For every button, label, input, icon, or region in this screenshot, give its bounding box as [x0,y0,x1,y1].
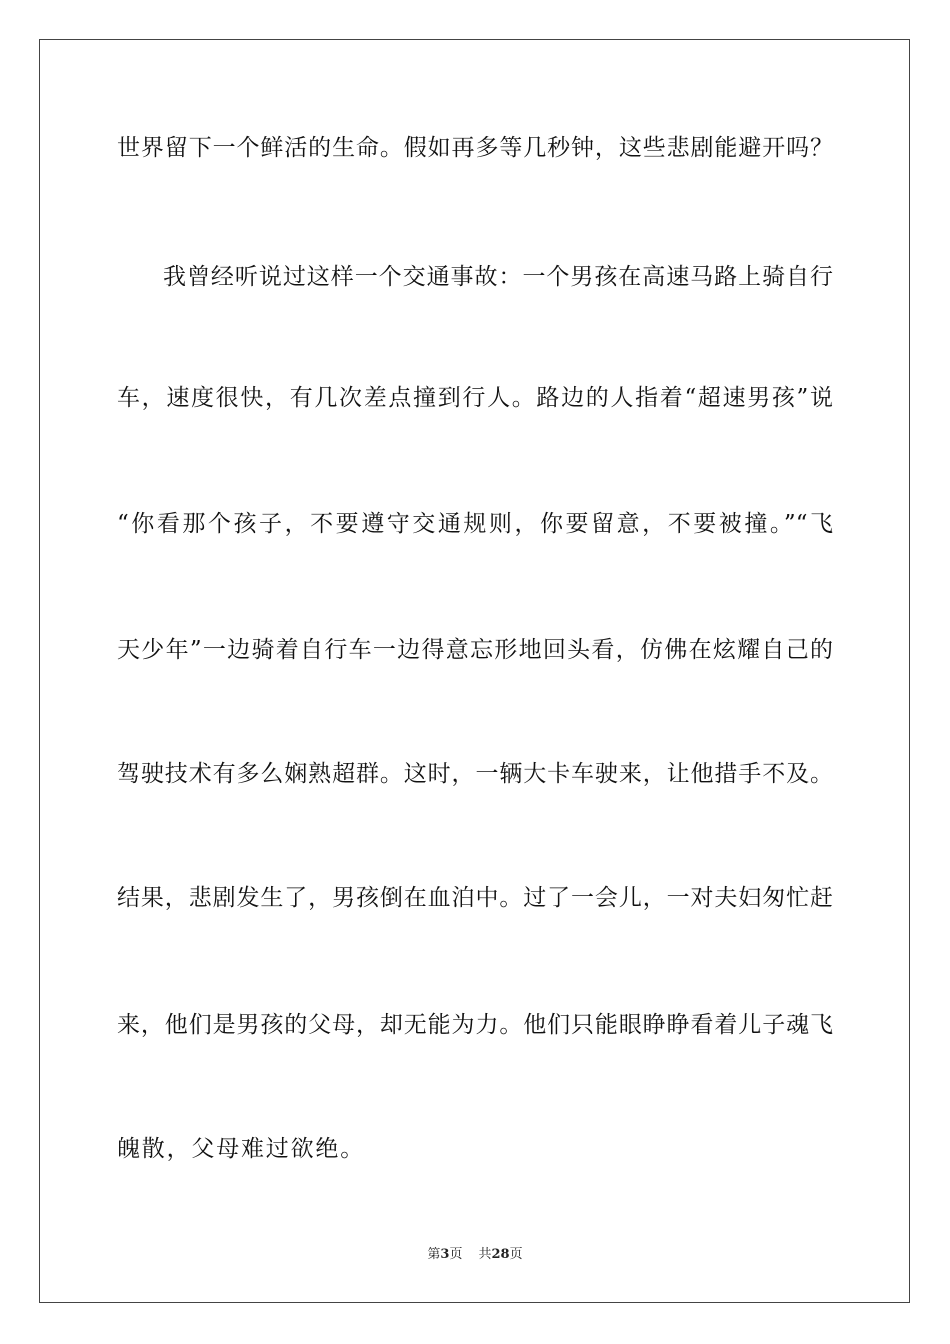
text-line: “你看那个孩子，不要遵守交通规则，你要留意，不要被撞。”“飞 [117,511,833,537]
paragraph-last-line: 魄散，父母难过欲绝。 [117,1136,365,1162]
footer-page-suffix: 页 [449,1247,463,1262]
footer-page-current: 3 [440,1247,450,1262]
text-line: 来，他们是男孩的父母，却无能为力。他们只能眼睁睁看着儿子魂飞 [117,1012,833,1038]
page-footer [0,1246,950,1264]
text-line: 车，速度很快，有几次差点撞到行人。路边的人指着“超速男孩”说 [117,385,833,411]
footer-page-total: 28 [491,1247,510,1262]
text-line: 结果，悲剧发生了，男孩倒在血泊中。过了一会儿，一对夫妇匆忙赶 [117,885,833,911]
page-border [39,39,910,1303]
text-line: 天少年”一边骑着自行车一边得意忘形地回头看，仿佛在炫耀自己的 [117,637,833,663]
paragraph-first-line: 我曾经听说过这样一个交通事故：一个男孩在高速马路上骑自行 [163,264,833,290]
footer-page-prefix: 第 [427,1247,441,1262]
footer-total-suffix: 页 [509,1247,523,1262]
footer-total-prefix: 共 [478,1247,492,1262]
text-line: 世界留下一个鲜活的生命。假如再多等几秒钟，这些悲剧能避开吗？ [117,135,833,161]
text-line: 驾驶技术有多么娴熟超群。这时，一辆大卡车驶来，让他措手不及。 [117,761,833,787]
